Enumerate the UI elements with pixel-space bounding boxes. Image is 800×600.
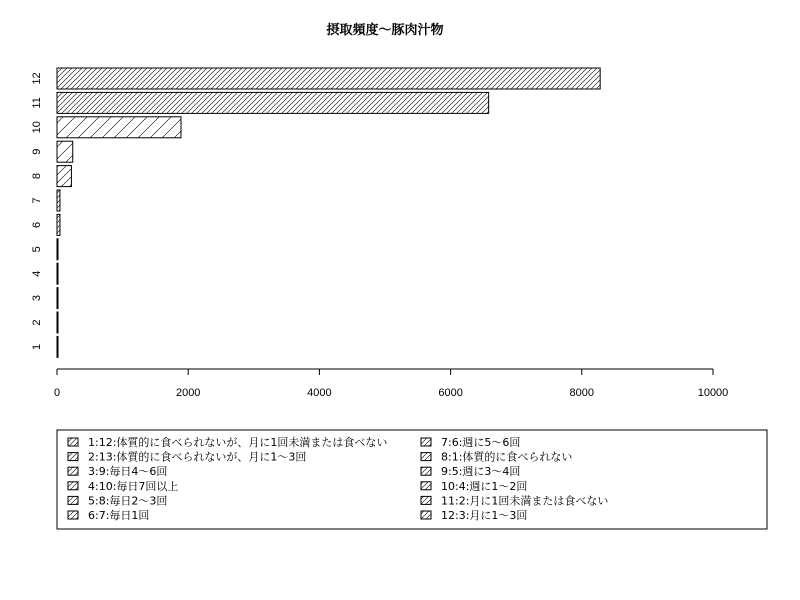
x-tick-label: 0 bbox=[53, 387, 61, 399]
y-tick-label-6: 6 bbox=[31, 221, 43, 228]
bar-4 bbox=[57, 263, 58, 284]
bar-7 bbox=[57, 190, 60, 211]
y-tick-label-10: 10 bbox=[31, 121, 43, 134]
y-tick-label-3: 3 bbox=[31, 295, 43, 302]
y-tick-label-4: 4 bbox=[31, 270, 43, 277]
legend-label: 1:12:体質的に食べられないが、月に1回未満または食べない bbox=[88, 436, 388, 449]
y-tick-label-11: 11 bbox=[31, 97, 43, 109]
legend-label: 8:1:体質的に食べられない bbox=[441, 450, 573, 464]
chart-title: 摂取頻度～豚肉汁物 bbox=[326, 23, 444, 38]
legend-label: 4:10:毎日7回以上 bbox=[88, 479, 179, 493]
y-tick-label-5: 5 bbox=[31, 246, 43, 253]
legend-swatch bbox=[421, 453, 431, 461]
legend-swatch bbox=[421, 496, 431, 504]
legend-swatch bbox=[421, 467, 431, 475]
legend-label: 2:13:体質的に食べられないが、月に1～3回 bbox=[88, 450, 307, 464]
legend-swatch bbox=[421, 511, 431, 519]
bar-2 bbox=[57, 312, 58, 333]
y-tick-label-1: 1 bbox=[31, 343, 43, 350]
legend-label: 11:2:月に1回未満または食べない bbox=[441, 494, 609, 508]
bar-10 bbox=[57, 117, 181, 138]
bar-12 bbox=[57, 68, 600, 89]
x-tick-label: 4000 bbox=[307, 387, 332, 399]
legend-swatch bbox=[68, 511, 78, 519]
y-tick-label-9: 9 bbox=[31, 148, 43, 155]
bar-6 bbox=[57, 214, 60, 235]
y-tick-label-12: 12 bbox=[31, 72, 43, 85]
legend-label: 12:3:月に1～3回 bbox=[441, 509, 528, 522]
legend-swatch bbox=[68, 467, 78, 475]
legend-label: 9:5:週に3～4回 bbox=[441, 465, 521, 479]
x-tick-label: 8000 bbox=[569, 387, 595, 399]
legend-label: 3:9:毎日4～6回 bbox=[88, 465, 168, 479]
legend-swatch bbox=[421, 482, 431, 490]
legend-swatch bbox=[421, 438, 431, 446]
legend-swatch bbox=[68, 496, 78, 504]
legend bbox=[57, 430, 767, 529]
x-axis bbox=[54, 369, 728, 399]
bar-1 bbox=[57, 336, 58, 357]
bar-9 bbox=[57, 141, 73, 162]
x-tick-label: 10000 bbox=[697, 387, 729, 399]
y-tick-label-8: 8 bbox=[31, 173, 43, 180]
legend-swatch bbox=[68, 453, 78, 461]
legend-swatch bbox=[68, 482, 78, 490]
x-tick-label: 6000 bbox=[438, 387, 463, 399]
y-tick-label-2: 2 bbox=[31, 319, 43, 326]
legend-swatch bbox=[68, 438, 78, 446]
legend-label: 7:6:週に5～6回 bbox=[441, 436, 521, 449]
bar-8 bbox=[57, 166, 71, 187]
y-axis bbox=[31, 72, 43, 350]
y-tick-label-7: 7 bbox=[31, 197, 43, 204]
bar-5 bbox=[57, 239, 58, 260]
legend-label: 5:8:毎日2～3回 bbox=[88, 494, 168, 508]
legend-label: 6:7:毎日1回 bbox=[88, 509, 150, 522]
x-tick-label: 2000 bbox=[175, 387, 201, 399]
bar-11 bbox=[57, 92, 489, 113]
legend-label: 10:4:週に1～2回 bbox=[441, 479, 528, 493]
bar-3 bbox=[57, 288, 58, 309]
bars-group bbox=[57, 68, 600, 357]
